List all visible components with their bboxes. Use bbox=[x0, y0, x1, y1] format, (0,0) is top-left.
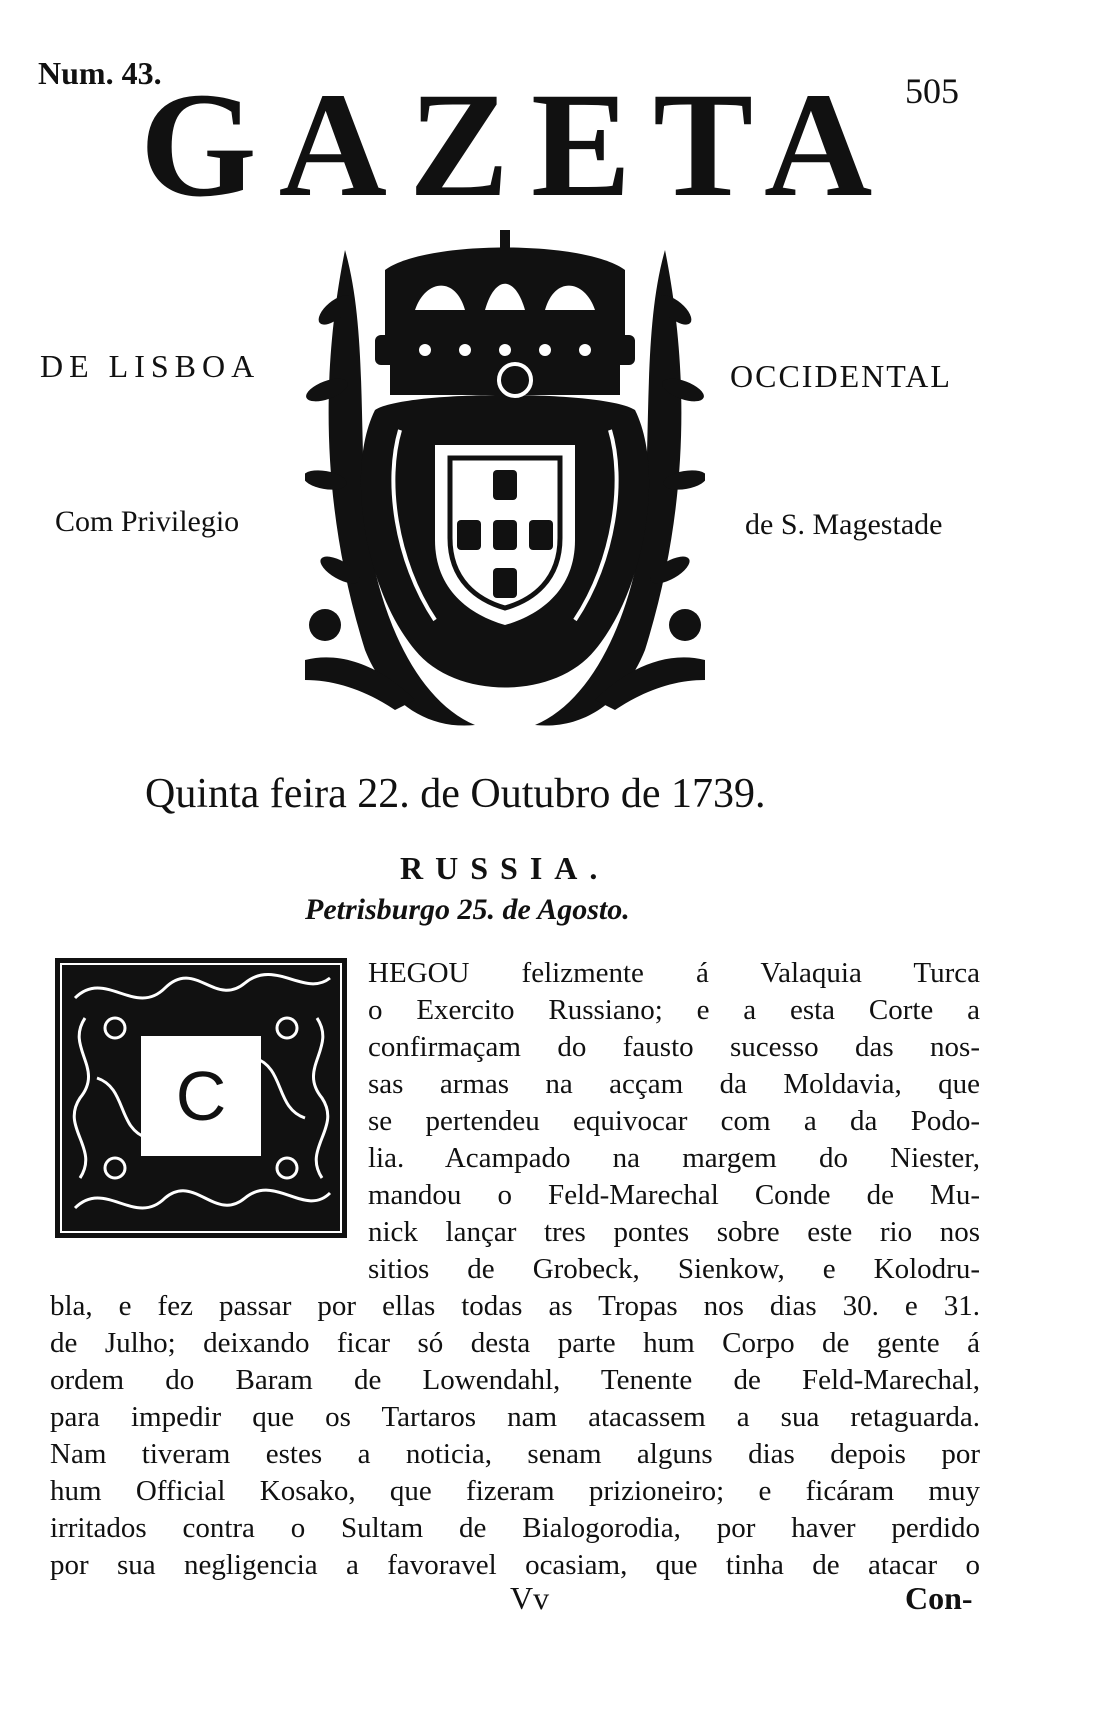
article-line: Nam tiveram estes a noticia, senam alguns dias depois por bbox=[50, 1438, 980, 1470]
article-line: HEGOU felizmente á Valaquia Turca bbox=[368, 957, 980, 989]
article-line: confirmaçam do fausto sucesso das nos- bbox=[368, 1031, 980, 1063]
article-line: sas armas na acçam da Moldavia, que bbox=[368, 1068, 980, 1100]
catchword: Con- bbox=[905, 1580, 973, 1616]
section-heading: RUSSIA. bbox=[400, 850, 610, 886]
article-line: lia. Acampado na margem do Niester, bbox=[368, 1142, 980, 1174]
issue-date: Quinta feira 22. de Outubro de 1739. bbox=[145, 771, 766, 817]
article-line: se pertendeu equivocar com a da Podo- bbox=[368, 1105, 980, 1137]
article-line: hum Official Kosako, que fizeram prizioneiro; e ficáram muy bbox=[50, 1475, 980, 1507]
article-line: o Exercito Russiano; e a esta Corte a bbox=[368, 994, 980, 1026]
article-line: bla, e fez passar por ellas todas as Tropas nos dias 30. e 31. bbox=[50, 1290, 980, 1322]
article-line: por sua negligencia a favoravel ocasiam, que tinha de atacar o bbox=[50, 1549, 980, 1581]
article-body bbox=[50, 955, 980, 1584]
initial-letter: C bbox=[175, 1057, 227, 1135]
privilege-left: Com Privilegio bbox=[55, 505, 240, 538]
masthead-title: GAZETA bbox=[140, 62, 895, 228]
signature-mark: Vv bbox=[510, 1580, 550, 1616]
article-line: sitios de Grobeck, Sienkow, e Kolodru- bbox=[368, 1253, 980, 1285]
article-line: ordem do Baram de Lowendahl, Tenente de Feld-Marechal, bbox=[50, 1364, 980, 1396]
article-line: nick lançar tres pontes sobre este rio nos bbox=[368, 1216, 980, 1248]
article-line: mandou o Feld-Marechal Conde de Mu- bbox=[368, 1179, 980, 1211]
article-line: irritados contra o Sultam de Bialogorodia, por haver perdido bbox=[50, 1512, 980, 1544]
page-number: 505 bbox=[905, 71, 959, 111]
privilege-right: de S. Magestade bbox=[745, 508, 943, 541]
masthead-subtitle-left: DE LISBOA bbox=[40, 348, 261, 384]
royal-coat-of-arms-icon bbox=[305, 230, 705, 735]
section-dateline: Petrisburgo 25. de Agosto. bbox=[305, 893, 630, 926]
article-line: de Julho; deixando ficar só desta parte hum Corpo de gente á bbox=[50, 1327, 980, 1359]
issue-number: Num. 43. bbox=[38, 55, 162, 91]
masthead-subtitle-right: OCCIDENTAL bbox=[730, 358, 952, 394]
article-line: para impedir que os Tartaros nam atacassem a sua retaguarda. bbox=[50, 1401, 980, 1433]
